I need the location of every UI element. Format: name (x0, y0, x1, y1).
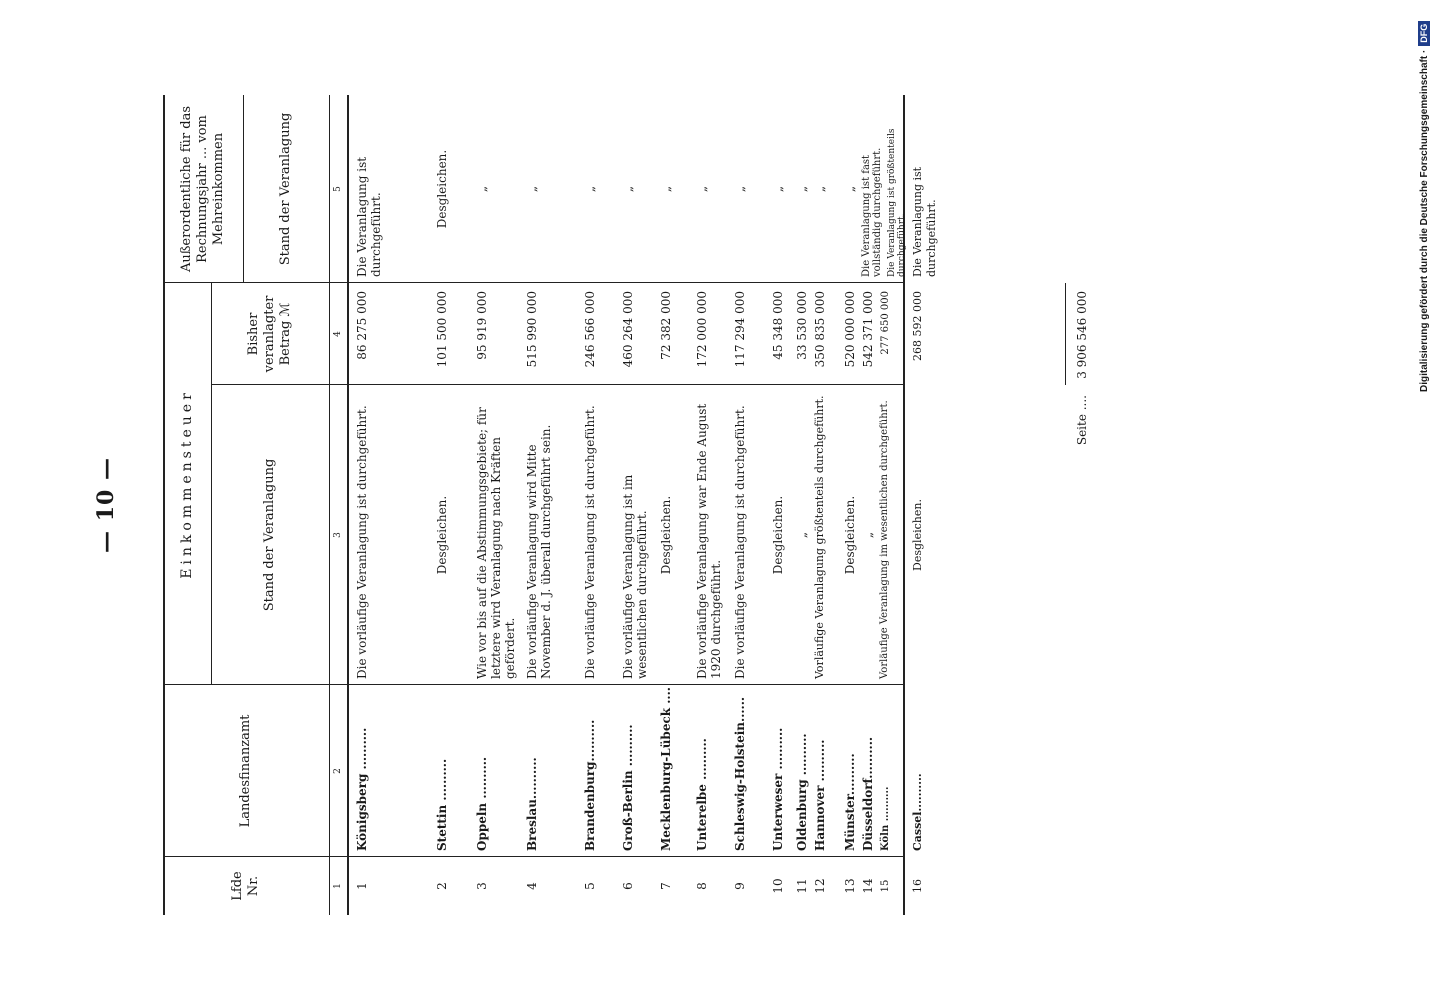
colnum-5: 5 (333, 186, 343, 192)
row-office: Oldenburg .......... (795, 733, 809, 851)
row-nr: 2 (435, 882, 449, 890)
row-status: Desgleichen. (771, 495, 785, 575)
colnum-4: 4 (333, 331, 343, 337)
header-nr: Lfde Nr. (230, 871, 261, 901)
row-nr: 15 (880, 879, 891, 893)
row-amount: 350 835 000 (813, 291, 827, 368)
row-nr: 14 (861, 878, 875, 894)
row-status: Die vorläufige Veranlagung ist durchgeführt. (355, 405, 369, 679)
header-betrag: Bisher veranlagter Betrag ℳ (246, 295, 293, 373)
row-office: Hannover .......... (813, 739, 827, 851)
row-status5: „ (621, 185, 635, 193)
row-status: Desgleichen. (843, 495, 857, 575)
page-number: — 10 — (93, 457, 119, 553)
row-office: Breslau.......... (525, 757, 539, 851)
row-amount: 246 566 000 (583, 291, 597, 368)
row-status5: „ (525, 185, 539, 193)
row-status5: Die Veranlagung ist durchgeführt. (355, 156, 383, 277)
row-nr: 16 (911, 879, 924, 893)
row-nr: 10 (771, 878, 785, 894)
colnum-1: 1 (333, 883, 343, 889)
row-office: Mecklenburg-Lübeck .... (659, 687, 673, 851)
row-office: Unterweser .......... (771, 727, 785, 851)
row-status5: „ (843, 185, 857, 193)
row-status: Desgleichen. (911, 499, 924, 571)
row-nr: 1 (355, 882, 369, 890)
row-office: Königsberg .......... (355, 727, 369, 851)
row-amount: 277 650 000 (880, 291, 891, 355)
row-amount: 172 000 000 (695, 291, 709, 368)
row-status: „ (861, 531, 875, 539)
row-amount: 520 000 000 (843, 291, 857, 368)
row-status: Die vorläufige Veranlagung ist durchgeführt. (733, 405, 747, 679)
row-office: Oppeln .......... (475, 756, 489, 851)
row-status: Desgleichen. (435, 495, 449, 575)
row-nr: 3 (475, 882, 489, 890)
row-office: Stettin .......... (435, 758, 449, 851)
header-stand5: Stand der Veranlagung (278, 112, 293, 266)
row-nr: 7 (659, 882, 673, 890)
row-status: Wie vor bis auf die Abstimmungsgebiete; für letztere wird Veranlagung nach Kräften gefördert. (475, 407, 517, 679)
row-amount: 542 371 000 (861, 291, 875, 368)
digitization-credit (1410, 0, 1434, 1000)
row-status5: Die Veranlagung ist fast vollständig durchgeführt. (861, 147, 883, 277)
credit-text: Digitalisierung gefördert durch die Deutsche Forschungsgemeinschaft · (1418, 49, 1430, 392)
row-office: Köln .......... (880, 786, 891, 851)
row-status: Die vorläufige Veranlagung ist durchgeführt. (583, 405, 597, 679)
row-status5: „ (475, 185, 489, 193)
row-status5: „ (659, 185, 673, 193)
row-nr: 9 (733, 882, 747, 890)
row-status5: „ (813, 185, 827, 193)
row-office: Schleswig-Holstein...... (733, 696, 747, 851)
row-nr: 4 (525, 882, 539, 890)
row-status: „ (795, 531, 809, 539)
row-status: Die vorläufige Veranlagung wird Mitte November d. J. überall durchgeführt sein. (525, 424, 553, 679)
row-status5: Die Veranlagung ist durchgeführt. (911, 166, 938, 277)
row-status: Die vorläufige Veranlagung ist im wesentlichen durchgeführt. (621, 474, 649, 679)
row-office: Düsseldorf.......... (861, 736, 875, 851)
header-ausserordentliche: Außerordentliche für das Rechnungsjahr ... vom Mehreinkommen (179, 105, 226, 273)
row-amount: 45 348 000 (771, 291, 785, 360)
row-nr: 5 (583, 882, 597, 890)
row-amount: 86 275 000 (355, 291, 369, 360)
row-status: Die vorläufige Veranlagung war Ende August 1920 durchgeführt. (695, 403, 723, 679)
header-stand: Stand der Veranlagung (262, 458, 277, 612)
rotated-table-page (75, 95, 1235, 915)
row-amount: 268 592 000 (911, 291, 924, 361)
header-einkommensteuer: Einkommensteuer (179, 389, 195, 579)
row-status5: „ (771, 185, 785, 193)
header-office: Landesfinanzamt (238, 714, 253, 828)
row-amount: 515 990 000 (525, 291, 539, 368)
row-amount: 460 264 000 (621, 291, 635, 368)
row-status5: Die Veranlagung ist größtenteils durchgeführt. (887, 128, 907, 277)
row-office: Münster.......... (843, 753, 857, 851)
row-nr: 13 (843, 878, 857, 894)
row-amount: 33 530 000 (795, 291, 809, 360)
dfg-logo: DFG (1418, 21, 1430, 46)
total-value: 3 906 546 000 (1075, 291, 1089, 379)
row-amount: 101 500 000 (435, 291, 449, 368)
row-nr: 8 (695, 882, 709, 890)
row-nr: 6 (621, 882, 635, 890)
row-status: Vorläufige Veranlagung im wesentlichen durchgeführt. (879, 400, 890, 679)
row-status5: „ (795, 185, 809, 193)
total-label: Seite .... (1075, 395, 1089, 446)
row-status: Desgleichen. (659, 495, 673, 575)
row-status5: „ (583, 185, 597, 193)
row-amount: 72 382 000 (659, 291, 673, 360)
row-nr: 12 (813, 878, 827, 894)
row-amount: 117 294 000 (733, 291, 747, 368)
colnum-2: 2 (333, 768, 343, 774)
row-office: Groß-Berlin .......... (621, 724, 635, 851)
row-status5: „ (733, 185, 747, 193)
row-amount: 95 919 000 (475, 291, 489, 360)
row-nr: 11 (795, 878, 809, 894)
row-status: Vorläufige Veranlagung größtenteils durchgeführt. (813, 395, 826, 679)
row-office: Brandenburg.......... (583, 719, 597, 851)
colnum-3: 3 (333, 532, 343, 538)
row-status5: „ (695, 185, 709, 193)
row-status5: Desgleichen. (435, 149, 449, 229)
row-office: Unterelbe .......... (695, 738, 709, 851)
row-office: Cassel.......... (911, 773, 924, 851)
